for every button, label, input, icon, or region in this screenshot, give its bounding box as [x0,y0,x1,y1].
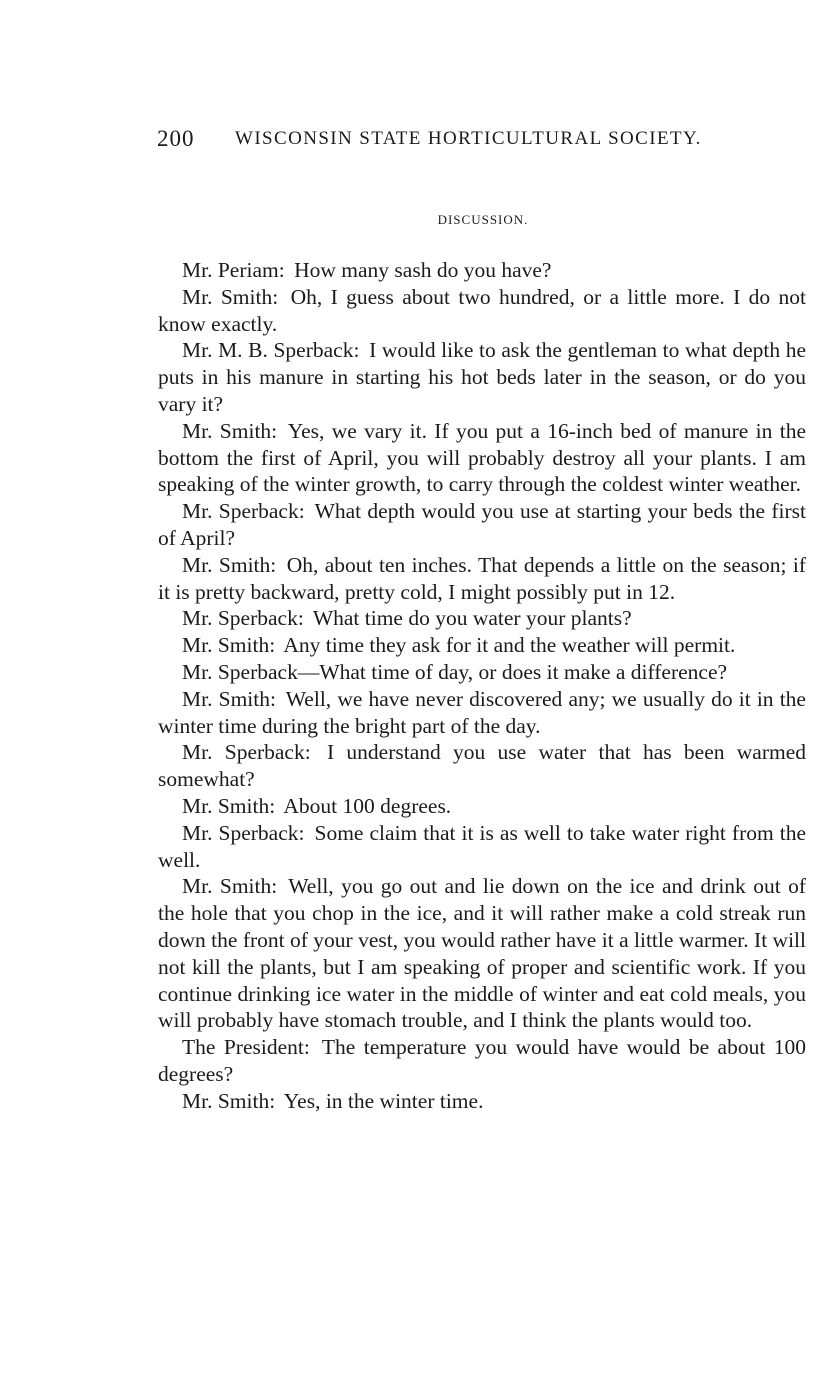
speech-text: Oh, I guess about two hundred, or a little more. I do not know exactly. [158,284,806,336]
speech-text: Yes, in the winter time. [283,1088,484,1113]
paragraph [158,820,806,874]
speech-text: Yes, we vary it. If you put a 16-inch bed of manure in the bottom the first of April, you will probably destroy all your plants. I am speaking of the winter growth, to carry through the coldest winter weather. [158,418,806,497]
speaker-name: Mr. Sperback: [182,499,305,524]
speech-text: What time do you water your plants? [312,606,632,631]
paragraph [158,284,806,338]
paragraph [158,552,806,606]
speaker-name: The President: [182,1035,310,1060]
speaker-name: Mr. Sperback: [182,820,305,845]
speaker-name: Mr. Periam: [182,258,285,282]
speech-text: Some claim that it is as well to take water right from the well. [158,820,806,872]
page-number: 200 [157,126,195,151]
paragraph [158,793,806,820]
paragraph [158,873,806,1034]
speech-text: About 100 degrees. [283,793,452,818]
paragraph [158,337,806,417]
speech-text: Well, we have never discovered any; we usually do it in the winter time during the bright part of the day. [158,686,806,738]
paragraph [158,418,806,498]
paragraph [158,659,806,686]
speaker-name: Mr. Smith: [182,418,278,443]
paragraph [158,605,806,632]
speaker-name: Mr. Smith: [182,284,279,309]
speech-text: What depth would you use at starting your beds the first of April? [158,499,806,550]
speech-text: I understand you use water that has been warmed somewhat? [158,740,807,792]
section-heading: DISCUSSION. [437,212,529,227]
speech-text: How many sash do you have? [294,258,552,282]
paragraph [158,686,806,740]
speech-text: Any time they ask for it and the weather will permit. [283,633,736,658]
speaker-name: Mr. Smith: [182,686,276,711]
speech-text: Mr. Sperback—What time of day, or does it make a difference? [182,659,728,684]
speaker-name: Mr. M. B. Sperback: [182,338,360,363]
paragraph [158,1088,806,1115]
speech-text: Oh, about ten inches. That depends a little on the season; if it is pretty backward, pretty cold, I might possibly put in 12. [158,552,806,604]
speech-text: I would like to ask the gentleman to what depth he puts in his manure in starting his hot beds later in the season, or do you vary it? [158,338,806,416]
page-header [157,122,777,156]
paragraph [158,739,806,793]
paragraph [158,257,806,284]
speaker-name: Mr. Smith: [182,793,276,818]
paragraph [158,1034,806,1088]
speech-text: The temperature you would have would be about 100 degrees? [158,1035,806,1086]
speaker-name: Mr. Smith: [182,874,278,899]
discussion-body [158,257,806,1115]
speech-text: Well, you go out and lie down on the ice and drink out of the hole that you chop in the ice, and it will rather make a cold streak run down the front of your vest, you would rather have it a little warmer. It will not kill the plants, but I am speaking of proper and scientific work. If you continue drinking ice water in the middle of winter and eat cold meals, you will probably have stomach trouble, and I think the plants would too. [158,874,806,1033]
speaker-name: Mr. Smith: [182,1088,276,1113]
speaker-name: Mr. Smith: [182,633,276,658]
paragraph [158,498,806,552]
running-head: WISCONSIN STATE HORTICULTURAL SOCIETY. [235,128,702,149]
speaker-name: Mr. Smith: [182,552,277,577]
paragraph [158,632,806,659]
speaker-name: Mr. Sperback: [182,606,304,631]
speaker-name: Mr. Sperback: [182,740,311,765]
